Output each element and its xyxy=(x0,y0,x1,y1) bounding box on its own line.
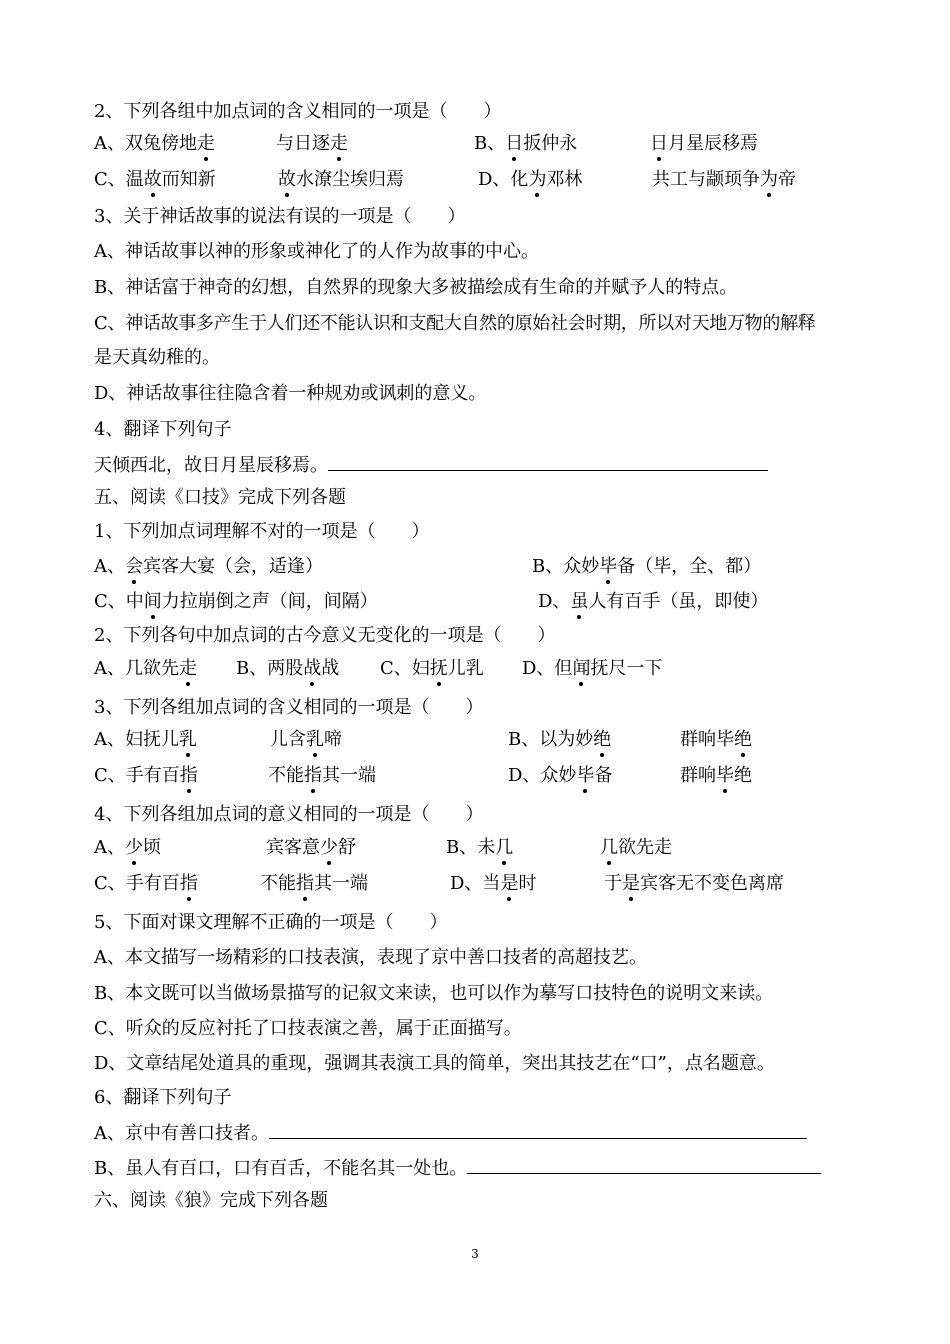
option-a-pair: 与日逐走 xyxy=(276,133,348,154)
dotted-char: 少 xyxy=(125,837,143,858)
option-b-pair: 几欲先走 xyxy=(600,837,672,858)
option-c-pair: 不能指其一端 xyxy=(268,765,376,786)
dotted-char: 几 xyxy=(495,837,514,858)
option-d: D、众妙毕备 xyxy=(508,765,613,786)
question-stem: 5、下面对课文理解不正确的一项是（ ） xyxy=(94,912,448,933)
option-a: A、神话故事以神的形象或神化了的人作为故事的中心。 xyxy=(94,241,539,262)
option-a-pair: 儿含乳啼 xyxy=(270,729,342,750)
dotted-char: 故 xyxy=(143,169,162,190)
dotted-char: 绝 xyxy=(593,729,612,750)
translation-line: 天倾西北，故日月星辰移焉。 xyxy=(94,452,768,478)
option-a: A、本文描写一场精彩的口技表演，表现了京中善口技者的高超技艺。 xyxy=(94,947,647,968)
option-d: D、但闻抚尺一下 xyxy=(522,658,663,679)
option-c: C、神话故事多产生于人们还不能认识和支配大自然的原始社会时期，所以对天地万物的解释 xyxy=(94,313,816,334)
dotted-char: 指 xyxy=(179,765,198,786)
dotted-char: 指 xyxy=(296,873,314,894)
question-stem: 6、翻译下列句子 xyxy=(94,1087,232,1108)
question-stem: 2、下列各句中加点词的古今意义无变化的一项是（ ） xyxy=(94,625,556,646)
dotted-char: 毕 xyxy=(576,765,595,786)
option-a: A、少顷 xyxy=(94,837,161,858)
page-number: 3 xyxy=(471,1247,479,1261)
option-d: D、化为邓林 xyxy=(478,169,583,190)
dotted-char: 几 xyxy=(600,837,618,858)
option-a: A、会宾客大宴（会，适逢） xyxy=(94,556,323,577)
option-b: B、以为妙绝 xyxy=(508,729,612,750)
option-b-pair: 群响毕绝 xyxy=(680,729,752,750)
question-stem: 3、关于神话故事的说法有误的一项是（ ） xyxy=(94,206,466,227)
question-stem: 3、下列各组加点词的含义相同的一项是（ ） xyxy=(94,697,484,718)
dotted-char: 指 xyxy=(304,765,322,786)
dotted-char: 是 xyxy=(500,873,519,894)
question-stem: 2、下列各组中加点词的含义相同的一项是（ ） xyxy=(94,101,502,122)
answer-blank[interactable] xyxy=(467,1155,821,1174)
option-c: C、温故而知新 xyxy=(94,169,216,190)
dotted-char: 闻 xyxy=(572,658,591,679)
dotted-char: 间 xyxy=(143,591,162,612)
option-b-pair: 日月星辰移焉 xyxy=(650,133,758,154)
dotted-char: 毕 xyxy=(716,765,734,786)
option-d: D、文章结尾处道具的重现，强调其表演工具的简单，突出其技艺在“口”，点名题意。 xyxy=(94,1053,775,1074)
dotted-char: 走 xyxy=(197,133,215,154)
dotted-char: 为 xyxy=(760,169,778,190)
dotted-char: 指 xyxy=(179,873,198,894)
answer-blank[interactable] xyxy=(328,452,768,471)
option-a: A、几欲先走 xyxy=(94,658,197,679)
option-d-pair: 于是宾客无不变色离席 xyxy=(604,873,784,894)
dotted-char: 毕 xyxy=(599,556,618,577)
question-stem: 4、下列各组加点词的意义相同的一项是（ ） xyxy=(94,804,484,825)
dotted-char: 战 xyxy=(303,658,322,679)
option-c: C、妇抚儿乳 xyxy=(380,658,484,679)
option-c-pair: 不能指其一端 xyxy=(260,873,368,894)
dotted-char: 乳 xyxy=(306,729,324,750)
dotted-char: 走 xyxy=(330,133,348,154)
dotted-char: 故 xyxy=(278,169,296,190)
option-b: B、日扳仲永 xyxy=(474,133,578,154)
dotted-char: 日 xyxy=(505,133,524,154)
option-c: C、听众的反应衬托了口技表演之善，属于正面描写。 xyxy=(94,1018,522,1039)
option-b: B、神话富于神奇的幻想，自然界的现象大多被描绘成有生命的并赋予人的特点。 xyxy=(94,277,738,298)
section-heading: 五、阅读《口技》完成下列各题 xyxy=(94,487,346,508)
question-stem: 4、翻译下列句子 xyxy=(94,419,232,440)
option-c: C、中间力拉崩倒之声（间，间隔） xyxy=(94,591,378,612)
option-a-pair: 宾客意少舒 xyxy=(266,837,356,858)
option-d-pair: 共工与颛顼争为帝 xyxy=(652,169,796,190)
dotted-char: 抚 xyxy=(429,658,448,679)
translation-line: B、虽人有百口，口有百舌，不能名其一处也。 xyxy=(94,1155,821,1181)
option-d-pair: 群响毕绝 xyxy=(680,765,752,786)
option-c-pair: 故水潦尘埃归焉 xyxy=(278,169,404,190)
option-d: D、虽人有百手（虽，即使） xyxy=(538,591,769,612)
dotted-char: 会 xyxy=(125,556,143,577)
option-b: B、众妙毕备（毕，全、都） xyxy=(532,556,762,577)
dotted-char: 是 xyxy=(622,873,640,894)
dotted-char: 乳 xyxy=(179,729,197,750)
option-c: C、手有百指 xyxy=(94,873,198,894)
question-stem: 1、下列加点词理解不对的一项是（ ） xyxy=(94,521,430,542)
translation-line: A、京中有善口技者。 xyxy=(94,1120,807,1146)
option-d: D、当是时 xyxy=(450,873,537,894)
dotted-char: 为 xyxy=(528,169,547,190)
option-a: A、妇抚儿乳 xyxy=(94,729,197,750)
dotted-char: 虽 xyxy=(570,591,589,612)
answer-blank[interactable] xyxy=(269,1120,807,1139)
option-c-continued: 是天真幼稚的。 xyxy=(94,347,220,368)
option-b: B、本文既可以当做场景描写的记叙文来读，也可以作为摹写口技特色的说明文来读。 xyxy=(94,983,774,1004)
option-a: A、双兔傍地走 xyxy=(94,133,215,154)
dotted-char: 少 xyxy=(320,837,338,858)
section-heading: 六、阅读《狼》完成下列各题 xyxy=(94,1190,328,1211)
option-b: B、未几 xyxy=(446,837,514,858)
dotted-char: 绝 xyxy=(734,729,752,750)
dotted-char: 走 xyxy=(179,658,197,679)
option-c: C、手有百指 xyxy=(94,765,198,786)
dotted-char: 日 xyxy=(650,133,668,154)
option-d: D、神话故事往往隐含着一种规劝或讽刺的意义。 xyxy=(94,383,487,404)
option-b: B、两股战战 xyxy=(236,658,340,679)
